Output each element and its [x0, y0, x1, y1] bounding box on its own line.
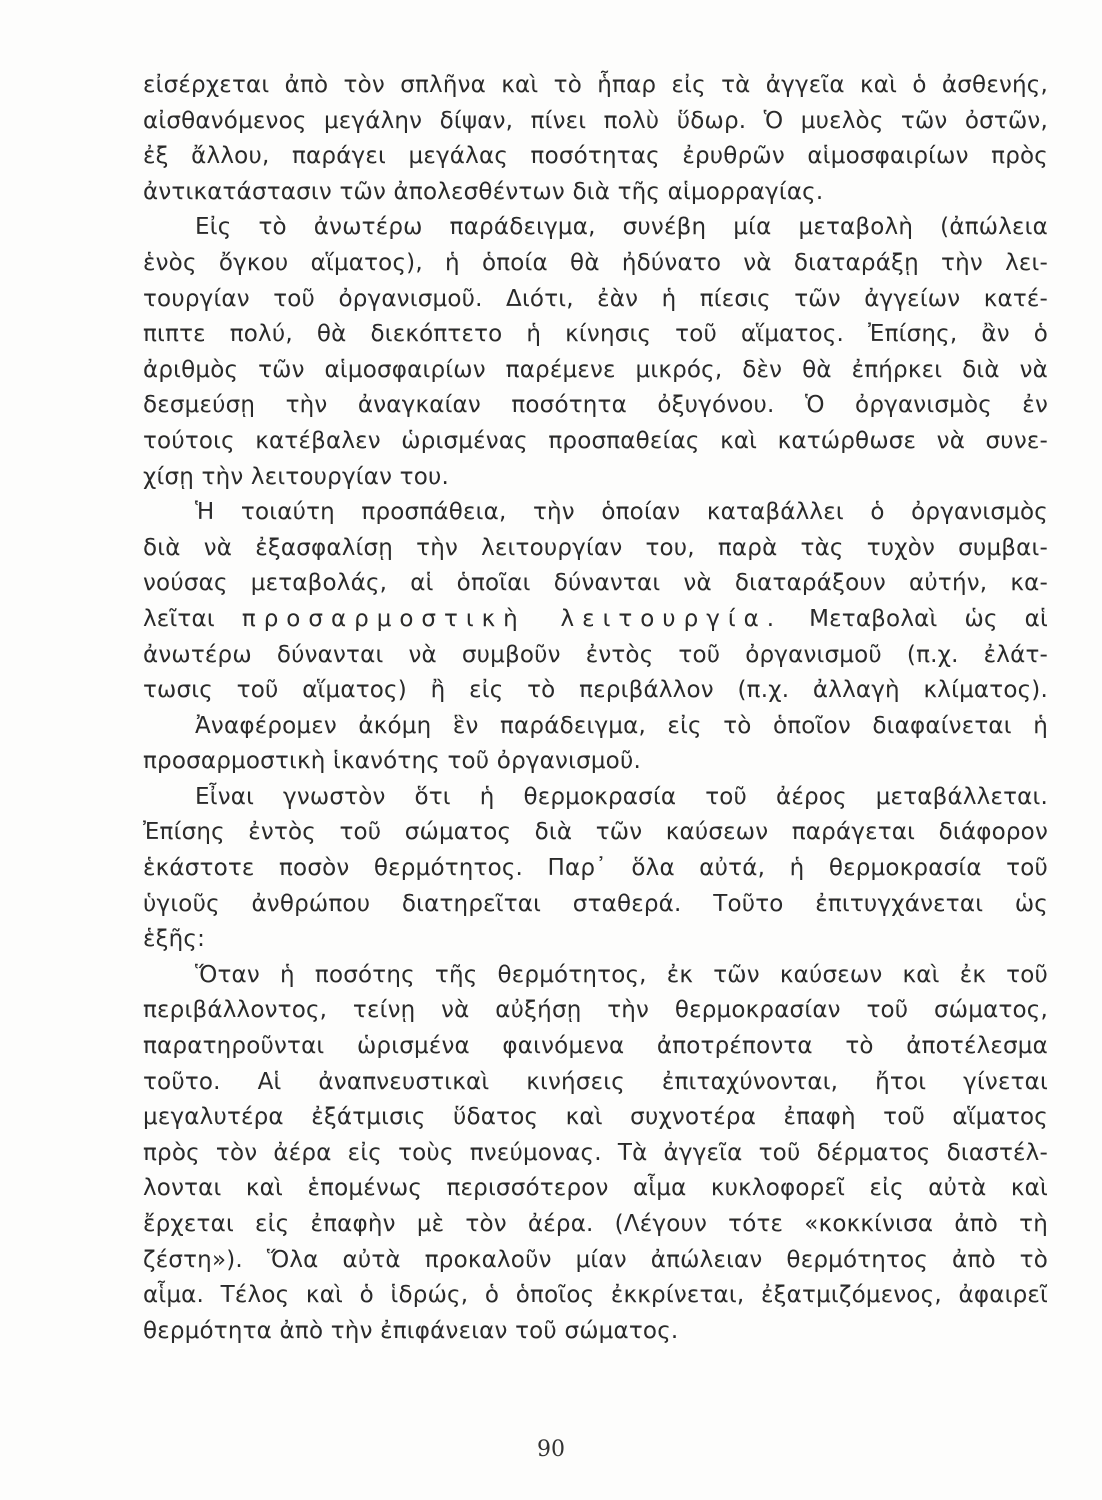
text-line: τούτοις κατέβαλεν ὡρισμένας προσπαθείας καὶ κατώρθωσε νὰ συνε-	[143, 427, 1048, 454]
text-line: πιπτε πολύ, θὰ διεκόπτετο ἡ κίνησις τοῦ αἵματος. Ἐπίσης, ἂν ὁ	[143, 321, 1048, 348]
text-line: αἷμα. Τέλος καὶ ὁ ἱδρώς, ὁ ὁποῖος ἐκκρίνεται, ἐξατμιζόμενος, ἀφαιρεῖ	[143, 1282, 1048, 1309]
line-start: λεῖται	[143, 605, 215, 632]
text-line: θερμότητα ἀπὸ τὴν ἐπιφάνειαν τοῦ σώματος.	[143, 1317, 679, 1344]
text-line: δεσμεύσῃ τὴν ἀναγκαίαν ποσότητα ὀξυγόνου. Ὁ ὀργανισμὸς ἐν	[143, 392, 1048, 419]
text-line: λονται καὶ ἑπομένως περισσότερον αἷμα κυκλοφορεῖ εἰς αὐτὰ καὶ	[143, 1175, 1048, 1202]
text-line: ἔρχεται εἰς ἐπαφὴν μὲ τὸν ἀέρα. (Λέγουν τότε «κοκκίνισα ἀπὸ τὴ	[143, 1211, 1048, 1237]
text-line: ἀριθμὸς τῶν αἱμοσφαιρίων παρέμενε μικρός, δὲν θὰ ἐπήρκει διὰ νὰ	[143, 356, 1048, 383]
text-line: πρὸς τὸν ἀέρα εἰς τοὺς πνεύμονας. Τὰ ἀγγεῖα τοῦ δέρματος διαστέλ-	[143, 1139, 1048, 1166]
text-line: ἀντικατάστασιν τῶν ἀπολεσθέντων διὰ τῆς αἱμορραγίας.	[143, 178, 824, 205]
text-line	[143, 602, 1048, 638]
text-line: Εἶναι γνωστὸν ὅτι ἡ θερμοκρασία τοῦ ἀέρος μεταβάλλεται.	[195, 783, 1048, 810]
text-line: περιβάλλοντος, τείνῃ νὰ αὐξήσῃ τὴν θερμοκρασίαν τοῦ σώματος,	[143, 997, 1048, 1024]
text-line: ὑγιοῦς ἀνθρώπου διατηρεῖται σταθερά. Τοῦτο ἐπιτυγχάνεται ὡς	[143, 890, 1048, 917]
spaced-term: προσαρμοστικὴ λειτουργία.	[241, 605, 783, 632]
text-line: ἑξῆς:	[143, 926, 206, 953]
text-line: ἀνωτέρω δύνανται νὰ συμβοῦν ἐντὸς τοῦ ὀργανισμοῦ (π.χ. ἐλάτ-	[143, 641, 1048, 668]
text-line: νούσας μεταβολάς, αἱ ὁποῖαι δύνανται νὰ διαταράξουν αὐτήν, κα-	[143, 570, 1048, 597]
text-line: αἰσθανόμενος μεγάλην δίψαν, πίνει πολὺ ὕδωρ. Ὁ μυελὸς τῶν ὀστῶν,	[143, 107, 1048, 134]
text-line: ἑνὸς ὄγκου αἵματος), ἡ ὁποία θὰ ἠδύνατο νὰ διαταράξῃ τὴν λει-	[143, 249, 1048, 276]
text-line: προσαρμοστικὴ ἱκανότης τοῦ ὀργανισμοῦ.	[143, 748, 641, 775]
text-line: ἐξ ἄλλου, παράγει μεγάλας ποσότητας ἐρυθρῶν αἱμοσφαιρίων πρὸς	[143, 143, 1048, 170]
text-line: ζέστη»). Ὅλα αὐτὰ προκαλοῦν μίαν ἀπώλειαν θερμότητος ἀπὸ τὸ	[143, 1246, 1048, 1273]
line-end: Μεταβολαὶ ὡς αἱ	[809, 605, 1049, 632]
text-line: τουργίαν τοῦ ὀργανισμοῦ. Διότι, ἐὰν ἡ πίεσις τῶν ἀγγείων κατέ-	[143, 285, 1048, 312]
text-line: Ἐπίσης ἐντὸς τοῦ σώματος διὰ τῶν καύσεων παράγεται διάφορον	[143, 819, 1048, 846]
page-number: 90	[537, 1437, 565, 1462]
text-line: Ἡ τοιαύτη προσπάθεια, τὴν ὁποίαν καταβάλλει ὁ ὀργανισμὸς	[195, 499, 1048, 526]
text-line: παρατηροῦνται ὡρισμένα φαινόμενα ἀποτρέποντα τὸ ἀποτέλεσμα	[143, 1033, 1048, 1060]
text-line: τωσις τοῦ αἵματος) ἢ εἰς τὸ περιβάλλον (π.χ. ἀλλαγὴ κλίματος).	[143, 677, 1048, 704]
text-line: Ἀναφέρομεν ἀκόμη ἓν παράδειγμα, εἰς τὸ ὁποῖον διαφαίνεται ἡ	[195, 712, 1048, 739]
text-line: χίσῃ τὴν λειτουργίαν του.	[143, 463, 450, 490]
text-line: Ὅταν ἡ ποσότης τῆς θερμότητος, ἐκ τῶν καύσεων καὶ ἐκ τοῦ	[195, 961, 1048, 988]
text-line: ἑκάστοτε ποσὸν θερμότητος. Παρ᾽ ὅλα αὐτά, ἡ θερμοκρασία τοῦ	[143, 855, 1048, 882]
text-line: Εἰς τὸ ἀνωτέρω παράδειγμα, συνέβη μία μεταβολὴ (ἀπώλεια	[195, 214, 1048, 241]
text-line: μεγαλυτέρα ἐξάτμισις ὕδατος καὶ συχνοτέρα ἐπαφὴ τοῦ αἵματος	[143, 1104, 1048, 1131]
body-text	[143, 68, 1048, 1349]
text-line: διὰ νὰ ἐξασφαλίσῃ τὴν λειτουργίαν του, παρὰ τὰς τυχὸν συμβαι-	[143, 534, 1048, 561]
text-line: τοῦτο. Αἱ ἀναπνευστικαὶ κινήσεις ἐπιταχύνονται, ἤτοι γίνεται	[143, 1068, 1048, 1095]
text-line: εἰσέρχεται ἀπὸ τὸν σπλῆνα καὶ τὸ ἧπαρ εἰς τὰ ἀγγεῖα καὶ ὁ ἀσθενής,	[143, 72, 1048, 98]
